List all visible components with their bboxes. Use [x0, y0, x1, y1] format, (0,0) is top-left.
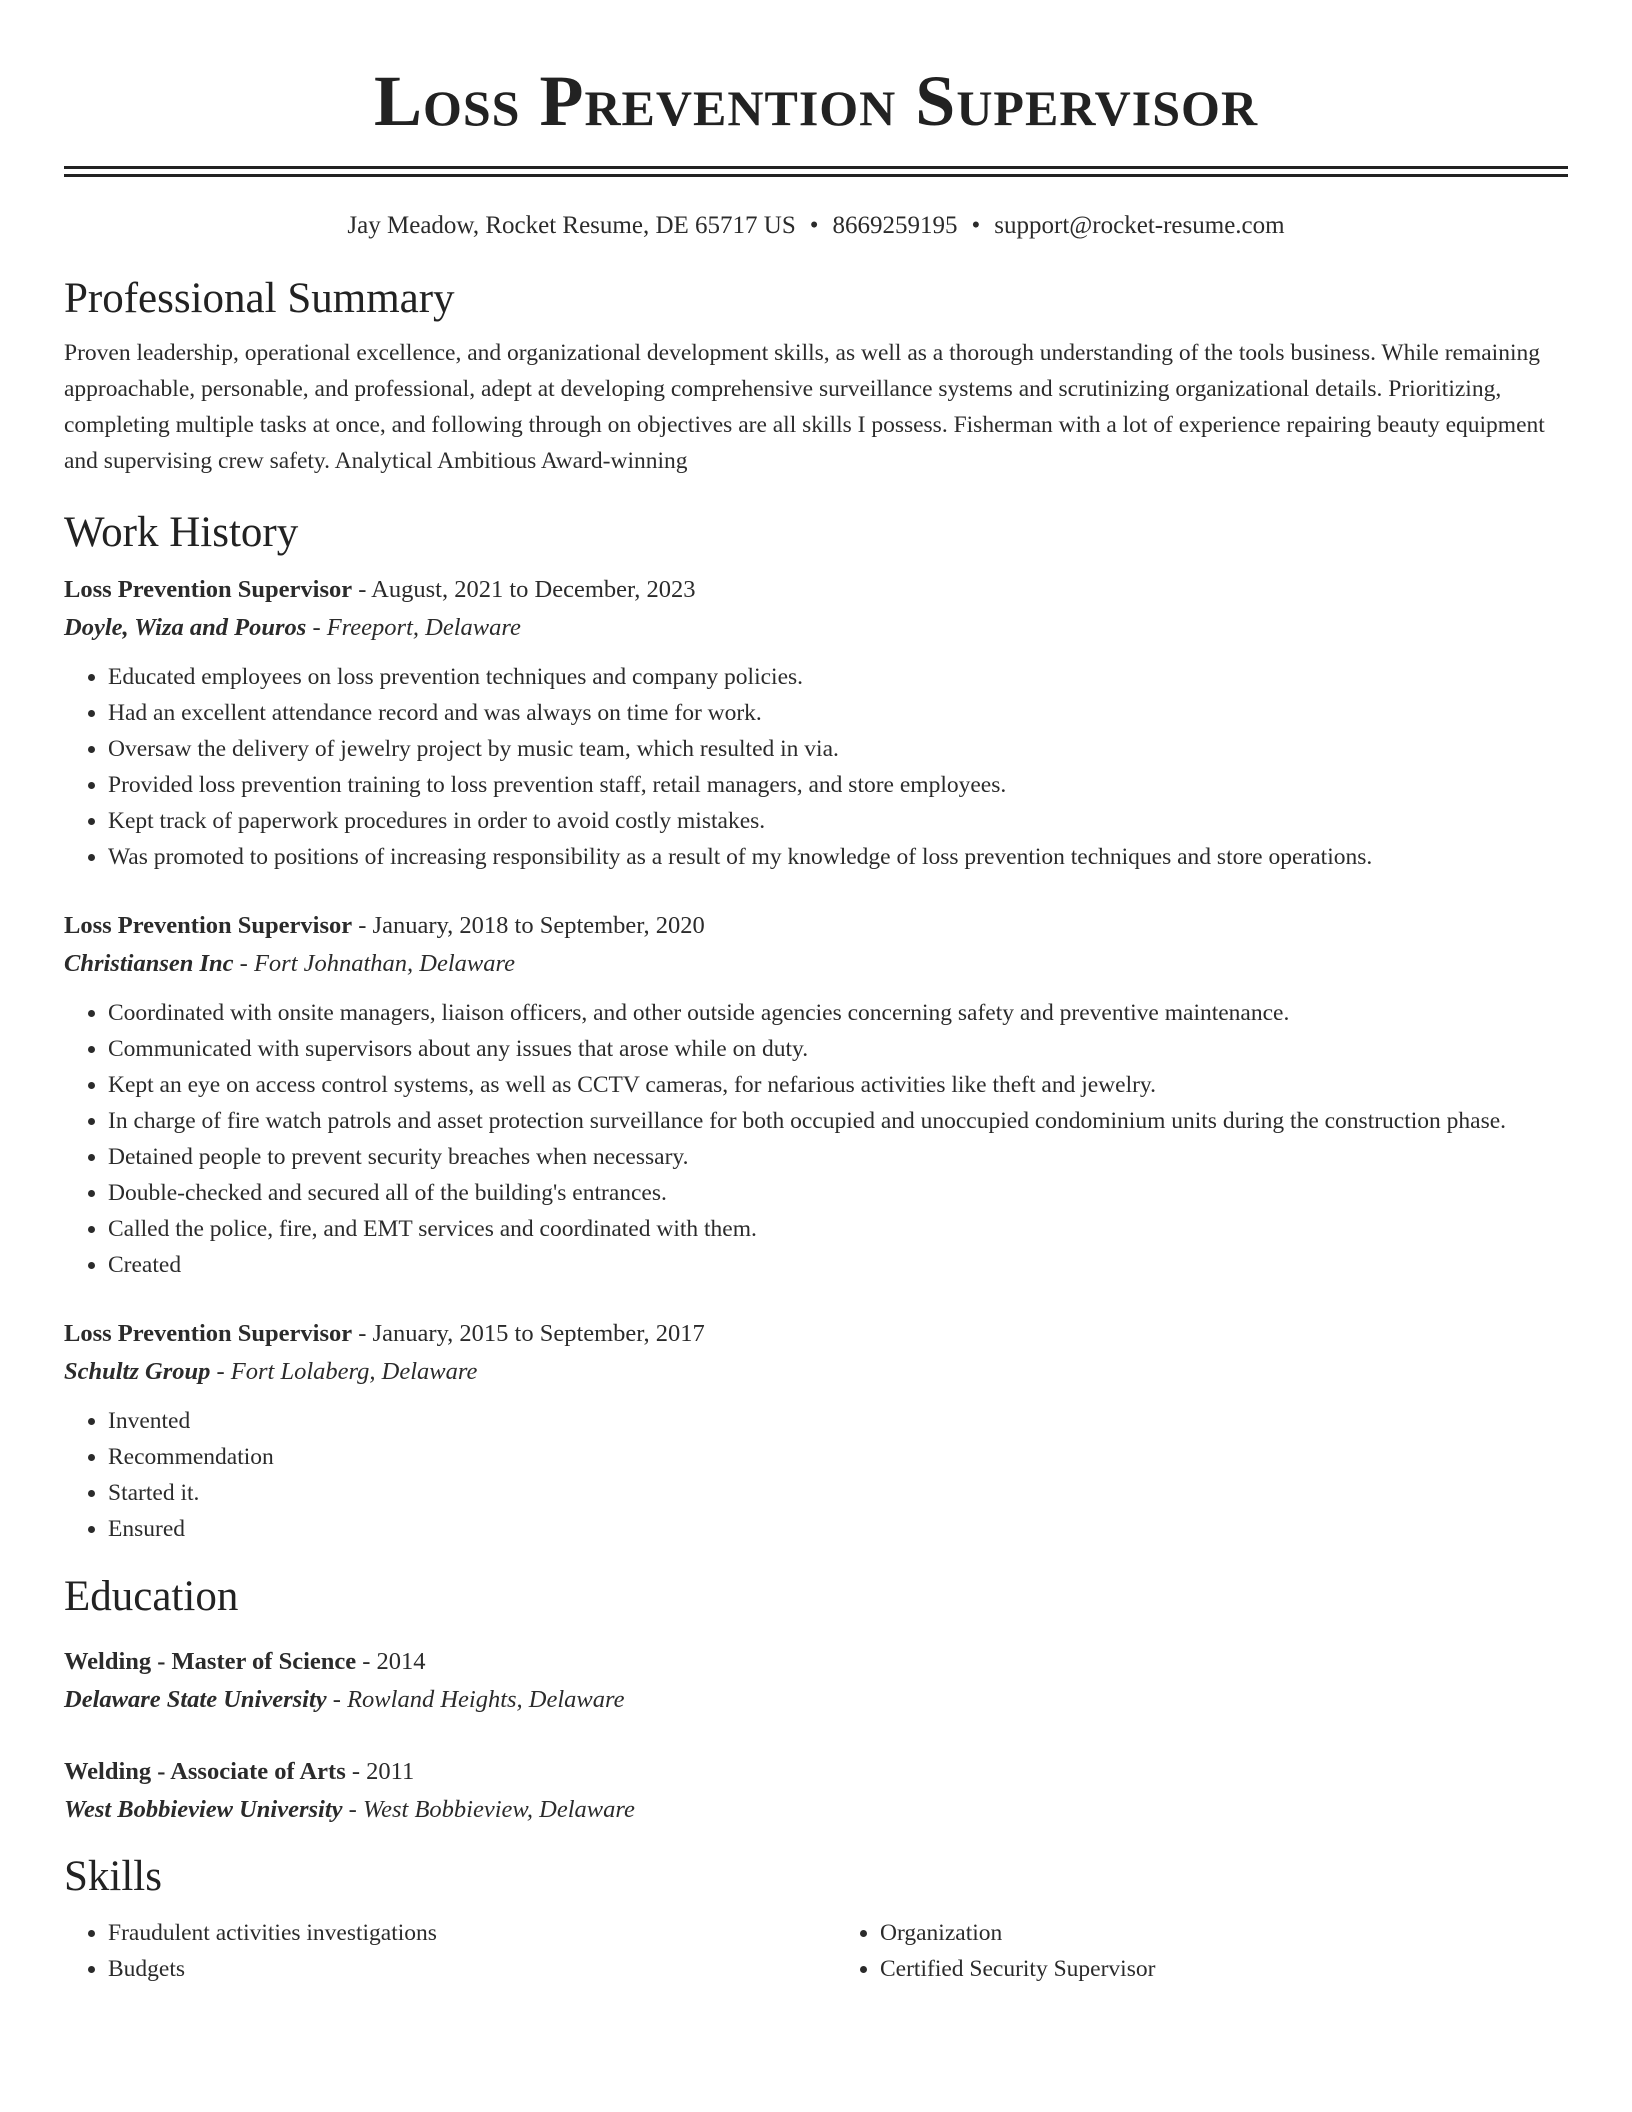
job-header [64, 907, 1568, 945]
job-employer [64, 1353, 1568, 1391]
skill-item: • Budgets [108, 1951, 796, 1987]
list-item: • Kept track of paperwork procedures in order to avoid costly mistakes. [108, 803, 1568, 839]
skill-item: • Certified Security Supervisor [880, 1951, 1568, 1987]
job-dates: - January, 2015 to September, 2017 [352, 1320, 705, 1347]
list-item: • Double-checked and secured all of the building's entrances. [108, 1175, 1568, 1211]
school-name: Delaware State University [64, 1686, 327, 1713]
job-title: Loss Prevention Supervisor [64, 1320, 353, 1347]
list-item: • Had an excellent attendance record and was always on time for work. [108, 695, 1568, 731]
school-line [64, 1681, 1568, 1719]
job-entry [64, 1315, 1568, 1547]
list-item: • Communicated with supervisors about any issues that arose while on duty. [108, 1031, 1568, 1067]
job-employer [64, 609, 1568, 647]
list-item: • Recommendation [108, 1439, 1568, 1475]
school-location: - Rowland Heights, Delaware [326, 1686, 625, 1713]
job-entry [64, 571, 1568, 875]
company-location: - Fort Lolaberg, Delaware [210, 1358, 478, 1385]
job-entry [64, 907, 1568, 1283]
job-header [64, 1315, 1568, 1353]
list-item: • Called the police, fire, and EMT services and coordinated with them. [108, 1211, 1568, 1247]
skill-item: • Fraudulent activities investigations [108, 1915, 796, 1951]
skills-list-right [836, 1915, 1568, 1987]
degree-header [64, 1643, 1568, 1681]
degree-name: Welding - Master of Science [64, 1648, 357, 1675]
skill-item: • Organization [880, 1915, 1568, 1951]
list-item: • Coordinated with onsite managers, liaison officers, and other outside agencies concerning safety and preventive maintenance. [108, 995, 1568, 1031]
list-item: • Educated employees on loss prevention techniques and company policies. [108, 659, 1568, 695]
list-item: • In charge of fire watch patrols and asset protection surveillance for both occupied and unoccupied condominium units during the construction phase. [108, 1103, 1568, 1139]
degree-year: - 2011 [345, 1758, 415, 1785]
education-entry [64, 1643, 1568, 1719]
job-dates: - January, 2018 to September, 2020 [352, 912, 705, 939]
list-item: • Started it. [108, 1475, 1568, 1511]
contact-line [64, 209, 1568, 243]
degree-name: Welding - Associate of Arts [64, 1758, 346, 1785]
summary-heading: Professional Summary [64, 275, 455, 322]
contact-separator: • [971, 212, 981, 239]
school-line [64, 1791, 1568, 1829]
company-location: - Freeport, Delaware [306, 614, 521, 641]
list-item: • Created [108, 1247, 1568, 1283]
list-item: • Ensured [108, 1511, 1568, 1547]
degree-header [64, 1753, 1568, 1791]
company-location: - Fort Johnathan, Delaware [233, 950, 516, 977]
contact-address: Jay Meadow, Rocket Resume, DE 65717 US [347, 212, 796, 239]
skills-heading: Skills [64, 1853, 162, 1900]
job-bullets [64, 659, 1568, 875]
list-item: • Invented [108, 1403, 1568, 1439]
contact-email[interactable]: support@rocket-resume.com [994, 212, 1285, 239]
list-item: • Was promoted to positions of increasing responsibility as a result of my knowledge of loss prevention techniques and store operations. [108, 839, 1568, 875]
list-item: • Oversaw the delivery of jewelry project by music team, which resulted in via. [108, 731, 1568, 767]
list-item: • Provided loss prevention training to loss prevention staff, retail managers, and store employees. [108, 767, 1568, 803]
job-bullets [64, 1403, 1568, 1547]
job-title: Loss Prevention Supervisor [64, 576, 353, 603]
job-dates: - August, 2021 to December, 2023 [352, 576, 696, 603]
job-employer [64, 945, 1568, 983]
resume-title: Loss Prevention Supervisor [373, 61, 1259, 141]
skills-list-left [64, 1915, 796, 1987]
contact-separator: • [809, 212, 819, 239]
education-entry [64, 1753, 1568, 1829]
list-item: • Detained people to prevent security breaches when necessary. [108, 1139, 1568, 1175]
company-name: Doyle, Wiza and Pouros [64, 614, 307, 641]
job-header [64, 571, 1568, 609]
skills-grid [64, 1915, 1568, 1987]
degree-year: - 2014 [356, 1648, 426, 1675]
contact-phone: 8669259195 [832, 212, 958, 239]
list-item: • Kept an eye on access control systems, as well as CCTV cameras, for nefarious activities like theft and jewelry. [108, 1067, 1568, 1103]
company-name: Christiansen Inc [64, 950, 234, 977]
job-title: Loss Prevention Supervisor [64, 912, 353, 939]
school-name: West Bobbieview University [64, 1796, 343, 1823]
school-location: - West Bobbieview, Delaware [342, 1796, 635, 1823]
summary-text: Proven leadership, operational excellence, and organizational development skills, as well as a thorough understanding of the tools business. While remaining approachable, personable, and professional, adept at developing comprehensive surveillance systems and scrutinizing organizational details. Prioritizing, completing multiple tasks at once, and following through on objectives are all skills I possess. Fisherman with a lot of experience repairing beauty equipment and supervising crew safety. Analytical Ambitious Award-winning [64, 340, 1545, 474]
education-heading: Education [64, 1573, 239, 1620]
work-history-heading: Work History [64, 509, 299, 556]
job-bullets [64, 995, 1568, 1283]
company-name: Schultz Group [64, 1358, 211, 1385]
title-divider [64, 166, 1568, 177]
